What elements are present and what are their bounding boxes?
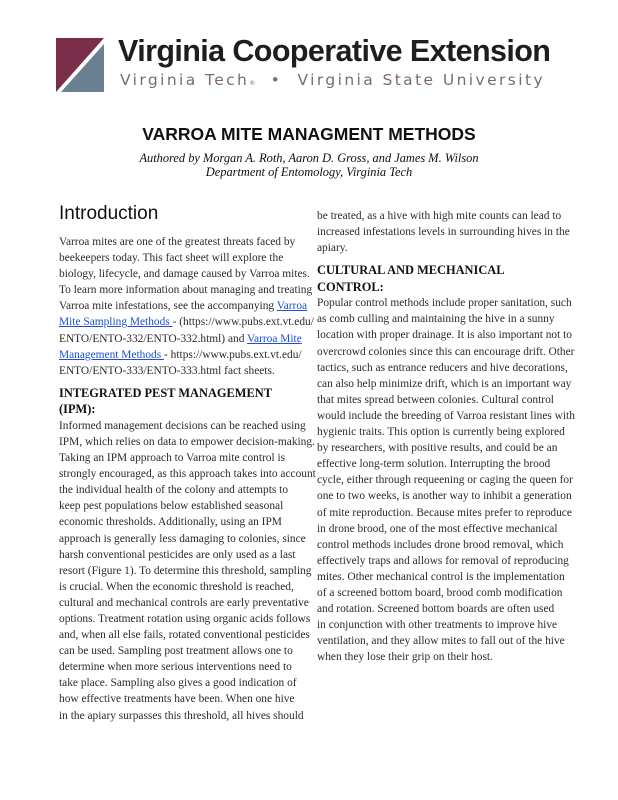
intro-line [59, 331, 303, 347]
separator-dot: • [270, 71, 283, 89]
continued-line: apiary. [317, 242, 348, 255]
cultural-line: that mites spread between colonies. Cultural control [317, 393, 554, 406]
ipm-line: is crucial. When the economic threshold is reached, [59, 580, 294, 593]
intro-line: To learn more information about managing and treating [59, 284, 313, 297]
left-column [59, 203, 316, 724]
cultural-line: location with proper drainage. It is also important not to [317, 329, 572, 342]
intro-paragraph [59, 234, 314, 379]
cultural-line: one to two weeks, is another way to inhibit a generation [317, 490, 572, 503]
ipm-line: Taking an IPM approach to Varroa mite control is [59, 452, 286, 465]
ipm-line: and, when all else fails, rotated conventional pesticides [59, 629, 310, 642]
continued-paragraph [317, 208, 570, 256]
intro-text: ENTO/ENTO-332/ENTO-332.html) and [59, 332, 248, 345]
department-line: Department of Entomology, Virginia Tech [205, 165, 413, 179]
cultural-line: mites. Other mechanical control is the implementation [317, 570, 565, 583]
cultural-line: of mite reproduction. Because mites prefer to reproduce [317, 506, 572, 519]
university-vsu: Virginia State University [297, 71, 546, 89]
universities-line [120, 71, 545, 89]
university-vt: Virginia Tech [120, 71, 250, 89]
org-name: Virginia Cooperative Extension [118, 34, 551, 68]
ipm-line: approach is generally less damaging to colonies, since [59, 532, 306, 545]
ipm-paragraph [59, 418, 316, 724]
intro-line: beekeepers today. This fact sheet will explore the [59, 252, 284, 265]
intro-line: Varroa mites are one of the greatest threats faced by [59, 236, 296, 248]
cultural-line: tactics, such as entrance reducers and hive decorations, [317, 361, 568, 374]
ipm-line: options. Treatment rotation using organic acids follows [59, 612, 311, 625]
cultural-line: ventilation, and they allow mites to fall out of the hive [317, 635, 565, 648]
continued-line: increased infestations levels in surrounding hives in the [317, 226, 570, 239]
authors-line: Authored by Morgan A. Roth, Aaron D. Gross, and James M. Wilson [139, 151, 479, 165]
link-sampling-methods[interactable]: Mite Sampling Methods [59, 316, 173, 329]
vce-logo-mark-icon [56, 38, 104, 92]
ipm-line: in the apiary surpasses this threshold, all hives should [59, 709, 304, 722]
cultural-line: by researchers, with positive results, and could be an [317, 442, 558, 455]
ipm-line: can be used. Sampling post treatment allows one to [59, 645, 293, 658]
ipm-line: strongly encouraged, as this approach takes into account [59, 468, 316, 481]
vce-logo [56, 34, 562, 98]
ipm-line: determine when more serious interventions need to [59, 661, 292, 674]
cultural-line: would include the breeding of Varroa resistant lines with [317, 409, 575, 422]
intro-line [59, 298, 308, 314]
cultural-line: in conjunction with other treatments to improve hive [317, 619, 558, 632]
cultural-line: control methods includes drone brood removal, which [317, 538, 564, 551]
right-column [317, 208, 575, 665]
ipm-line: take place. Sampling also gives a good indication of [59, 677, 297, 690]
intro-heading: Introduction [59, 203, 159, 224]
cultural-line: Popular control methods include proper sanitation, such [317, 297, 572, 310]
cultural-line: as comb culling and maintaining the hive in a sunny [317, 313, 555, 326]
intro-text: - (https://www.pubs.ext.vt.edu/ [172, 316, 314, 329]
intro-line [59, 347, 303, 363]
cultural-line: hygienic traits. This option is currently being explored [317, 426, 565, 439]
ipm-line: how effective treatments have been. When one hive [59, 693, 295, 706]
cultural-line: effectively traps and allows for removal of reproducing [317, 554, 569, 567]
intro-line: biology, lifecycle, and damage caused by Varroa mites. [59, 268, 310, 281]
document-title: VARROA MITE MANAGMENT METHODS [142, 124, 476, 144]
intro-line [59, 314, 314, 330]
ipm-line: IPM, which relies on data to empower decision-making. [59, 435, 315, 448]
ipm-line: resort (Figure 1). To determine this threshold, sampling [59, 564, 312, 577]
ipm-line: cultural and mechanical controls are early preventative [59, 596, 309, 609]
ipm-line: Informed management decisions can be reached using [59, 419, 306, 432]
continued-line: be treated, as a hive with high mite counts can lead to [317, 210, 562, 222]
intro-text: - https://www.pubs.ext.vt.edu/ [164, 348, 302, 361]
intro-text: Varroa mite infestations, see the accompanying [59, 300, 277, 313]
ipm-heading: INTEGRATED PEST MANAGEMENT (IPM): [59, 385, 272, 417]
ipm-line: keep pest populations below established seasonal [59, 500, 284, 513]
cultural-line: when they lose their grip on their host. [317, 651, 493, 664]
cultural-line: and rotation. Screened bottom boards are often used [317, 603, 555, 616]
cultural-paragraph [317, 295, 575, 665]
cultural-line: can also help minimize drift, which is an important way [317, 377, 572, 390]
cultural-line: of a screened bottom board, brood comb modification [317, 586, 563, 599]
byline [0, 151, 618, 179]
ipm-line: economic thresholds. Additionally, using an IPM [59, 516, 282, 529]
intro-line: ENTO/ENTO-333/ENTO-333.html fact sheets. [59, 364, 275, 377]
ipm-line: the individual health of the colony and attempts to [59, 484, 289, 497]
ipm-line: harsh conventional pesticides are only used as a last [59, 548, 296, 561]
cultural-line: effective long-term solution. Interrupting the brood [317, 458, 551, 471]
trademark-mark: ® [249, 80, 256, 87]
link-sampling-methods[interactable]: Varroa [276, 300, 308, 313]
cultural-line: overcrowd colonies since this can encourage drift. Other [317, 345, 575, 358]
cultural-line: in drone brood, one of the most effective mechanical [317, 522, 558, 535]
link-management-methods[interactable]: Management Methods [59, 348, 165, 361]
link-management-methods[interactable]: Varroa Mite [247, 332, 302, 345]
cultural-heading: CULTURAL AND MECHANICAL CONTROL: [317, 263, 504, 294]
cultural-line: cycle, either through requeening or caging the queen for [317, 474, 573, 487]
